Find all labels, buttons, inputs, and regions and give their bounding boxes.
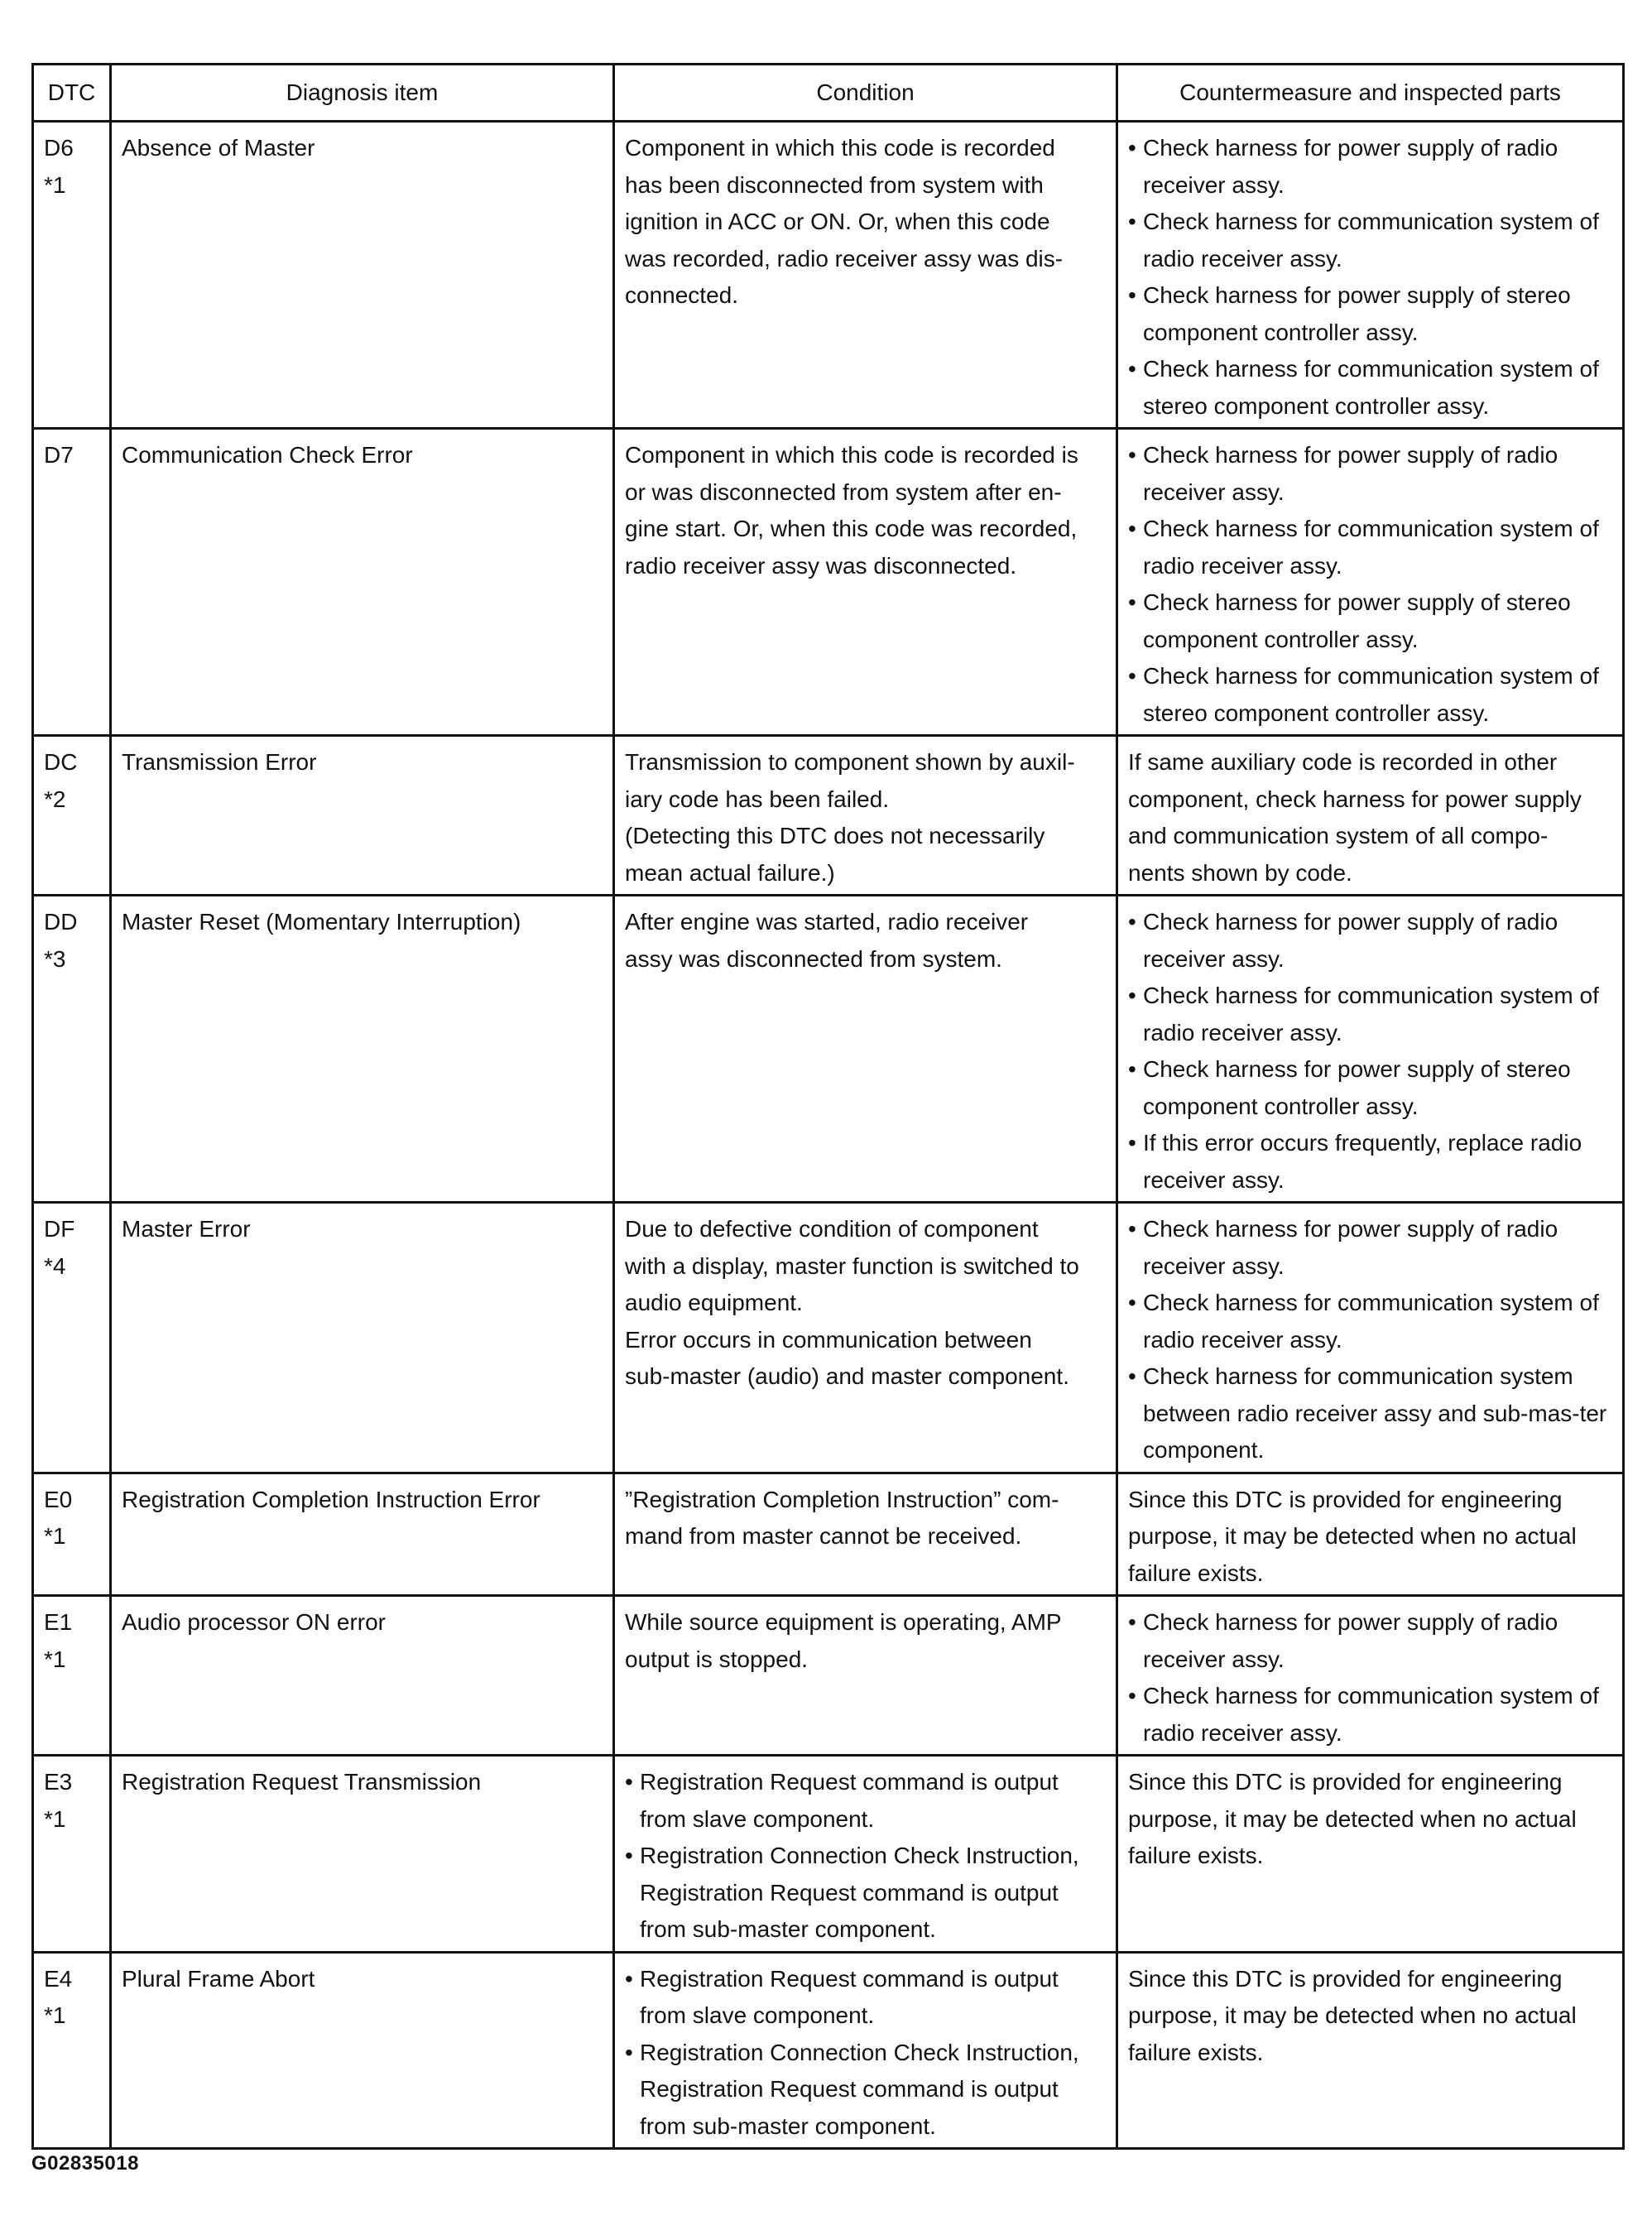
dtc-cell <box>33 1203 111 1473</box>
bullet-item: • Check harness for power supply of radio receiver assy. <box>1128 1211 1612 1285</box>
condition-line: iary code has been failed. <box>625 786 890 812</box>
dtc-code: D7 <box>44 442 74 468</box>
bullet-item: • Registration Request command is output from slave component. <box>625 1961 1106 2035</box>
condition-line: After engine was started, radio receiver <box>625 909 1029 935</box>
countermeasure-cell <box>1117 122 1624 429</box>
bullet-list <box>1128 130 1612 425</box>
countermeasure-cell <box>1117 1203 1624 1473</box>
dtc-note: *2 <box>44 786 66 812</box>
condition-cell <box>614 122 1117 429</box>
dtc-code: E4 <box>44 1965 73 1992</box>
diagnosis-item-cell: Audio processor ON error <box>111 1596 614 1756</box>
dtc-cell <box>33 1473 111 1596</box>
diagnosis-item-cell: Plural Frame Abort <box>111 1952 614 2149</box>
dtc-cell <box>33 1756 111 1953</box>
bullet-item: • Check harness for communication system of radio receiver assy. <box>1128 511 1612 584</box>
condition-line: connected. <box>625 282 738 308</box>
countermeasure-line: failure exists. <box>1128 1843 1264 1868</box>
bullet-list <box>625 1764 1106 1949</box>
condition-line: ”Registration Completion Instruction” com- <box>625 1486 1059 1512</box>
countermeasure-line: nents shown by code. <box>1128 859 1352 886</box>
countermeasure-line: Since this DTC is provided for engineering <box>1128 1486 1563 1512</box>
diagnosis-item-cell: Transmission Error <box>111 736 614 896</box>
dtc-code: DF <box>44 1216 75 1242</box>
dtc-code: E3 <box>44 1769 73 1795</box>
dtc-note: *1 <box>44 2002 66 2028</box>
bullet-list <box>1128 1211 1612 1469</box>
bullet-item: • Check harness for communication system of radio receiver assy. <box>1128 1285 1612 1358</box>
countermeasure-line: component, check harness for power supply <box>1128 786 1582 812</box>
countermeasure-cell <box>1117 1473 1624 1596</box>
countermeasure-line: failure exists. <box>1128 1560 1264 1586</box>
bullet-item: • Check harness for communication system of radio receiver assy. <box>1128 1678 1612 1752</box>
condition-line: with a display, master function is switched to <box>625 1252 1079 1279</box>
dtc-note: *4 <box>44 1252 66 1279</box>
condition-line: mean actual failure.) <box>625 859 835 886</box>
header-countermeasure: Countermeasure and inspected parts <box>1117 65 1624 122</box>
dtc-note: *1 <box>44 1646 66 1672</box>
condition-cell <box>614 1596 1117 1756</box>
dtc-code: E0 <box>44 1486 73 1512</box>
figure-id: G02835018 <box>31 2152 139 2175</box>
header-dtc: DTC <box>33 65 111 122</box>
table-row <box>33 429 1624 736</box>
bullet-item: • Check harness for communication system between radio receiver assy and sub-mas-ter component. <box>1128 1358 1612 1469</box>
countermeasure-cell <box>1117 1952 1624 2149</box>
condition-cell <box>614 1952 1117 2149</box>
countermeasure-cell <box>1117 1596 1624 1756</box>
bullet-item: • Check harness for power supply of radio receiver assy. <box>1128 904 1612 978</box>
bullet-item: • Check harness for power supply of stereo component controller assy. <box>1128 1051 1612 1125</box>
dtc-note: *1 <box>44 171 66 198</box>
condition-line: Transmission to component shown by auxil- <box>625 749 1075 775</box>
countermeasure-line: purpose, it may be detected when no actual <box>1128 1523 1577 1549</box>
countermeasure-cell <box>1117 736 1624 896</box>
dtc-code: E1 <box>44 1609 73 1635</box>
bullet-item: • Check harness for power supply of stereo component controller assy. <box>1128 277 1612 351</box>
dtc-sheet <box>31 63 1622 2150</box>
table-row <box>33 736 1624 896</box>
countermeasure-cell <box>1117 896 1624 1203</box>
table-row <box>33 896 1624 1203</box>
condition-line: ignition in ACC or ON. Or, when this code <box>625 209 1050 234</box>
dtc-table <box>31 63 1625 2150</box>
condition-line: Component in which this code is recorded <box>625 135 1055 161</box>
bullet-list <box>1128 1604 1612 1752</box>
diagnosis-item-cell: Communication Check Error <box>111 429 614 736</box>
bullet-list <box>625 1961 1106 2146</box>
countermeasure-cell <box>1117 1756 1624 1953</box>
condition-cell <box>614 896 1117 1203</box>
diagnosis-item-cell: Absence of Master <box>111 122 614 429</box>
condition-line: Error occurs in communication between <box>625 1326 1032 1353</box>
condition-line: Component in which this code is recorded is <box>625 442 1078 468</box>
dtc-note: *1 <box>44 1805 66 1832</box>
bullet-item: • Check harness for communication system of radio receiver assy. <box>1128 978 1612 1051</box>
countermeasure-line: Since this DTC is provided for engineering <box>1128 1769 1563 1795</box>
condition-cell <box>614 1203 1117 1473</box>
bullet-item: • Check harness for power supply of radio receiver assy. <box>1128 437 1612 511</box>
condition-cell <box>614 1756 1117 1953</box>
dtc-cell <box>33 1596 111 1756</box>
condition-line: While source equipment is operating, AMP <box>625 1609 1062 1635</box>
bullet-item: • Check harness for power supply of radio receiver assy. <box>1128 1604 1612 1678</box>
dtc-note: *3 <box>44 945 66 972</box>
dtc-note: *1 <box>44 1523 66 1549</box>
dtc-cell <box>33 736 111 896</box>
condition-line: or was disconnected from system after en- <box>625 478 1062 505</box>
bullet-item: • Registration Request command is output from slave component. <box>625 1764 1106 1838</box>
table-row <box>33 1596 1624 1756</box>
bullet-item: • Check harness for communication system of radio receiver assy. <box>1128 204 1612 277</box>
table-row <box>33 1952 1624 2149</box>
condition-line: Due to defective condition of component <box>625 1216 1039 1242</box>
bullet-item: • Check harness for communication system of stereo component controller assy. <box>1128 351 1612 425</box>
table-row <box>33 1756 1624 1953</box>
bullet-item: • Registration Connection Check Instruction, Registration Request command is output from sub-master component. <box>625 2035 1106 2146</box>
bullet-item: • If this error occurs frequently, replace radio receiver assy. <box>1128 1125 1612 1199</box>
bullet-item: • Check harness for power supply of stereo component controller assy. <box>1128 584 1612 658</box>
bullet-list <box>1128 437 1612 732</box>
diagnosis-item-cell: Master Error <box>111 1203 614 1473</box>
diagnosis-item-cell: Registration Request Transmission <box>111 1756 614 1953</box>
countermeasure-cell <box>1117 429 1624 736</box>
countermeasure-line: and communication system of all compo- <box>1128 823 1549 848</box>
condition-line: audio equipment. <box>625 1290 803 1315</box>
header-condition: Condition <box>614 65 1117 122</box>
bullet-item: • Check harness for communication system of stereo component controller assy. <box>1128 658 1612 732</box>
header-diagnosis-item: Diagnosis item <box>111 65 614 122</box>
diagnosis-item-cell: Master Reset (Momentary Interruption) <box>111 896 614 1203</box>
condition-line: was recorded, radio receiver assy was dis- <box>625 245 1064 272</box>
condition-line: has been disconnected from system with <box>625 171 1044 198</box>
condition-cell <box>614 1473 1117 1596</box>
countermeasure-line: purpose, it may be detected when no actual <box>1128 1805 1577 1832</box>
condition-line: (Detecting this DTC does not necessarily <box>625 823 1045 848</box>
condition-line: mand from master cannot be received. <box>625 1523 1022 1549</box>
bullet-item: • Registration Connection Check Instruction, Registration Request command is output from sub-master component. <box>625 1838 1106 1949</box>
condition-cell <box>614 429 1117 736</box>
header-row <box>33 65 1624 122</box>
table-row <box>33 1203 1624 1473</box>
table-row <box>33 122 1624 429</box>
condition-line: gine start. Or, when this code was recorded, <box>625 516 1078 541</box>
table-row <box>33 1473 1624 1596</box>
dtc-code: DD <box>44 909 78 935</box>
condition-line: radio receiver assy was disconnected. <box>625 552 1017 579</box>
dtc-cell <box>33 896 111 1203</box>
countermeasure-line: Since this DTC is provided for engineering <box>1128 1965 1563 1992</box>
dtc-table-body <box>33 122 1624 2149</box>
dtc-code: D6 <box>44 135 74 161</box>
dtc-cell <box>33 1952 111 2149</box>
countermeasure-line: If same auxiliary code is recorded in other <box>1128 749 1558 775</box>
bullet-list <box>1128 904 1612 1199</box>
condition-line: sub-master (audio) and master component. <box>625 1363 1069 1389</box>
condition-cell <box>614 736 1117 896</box>
condition-line: output is stopped. <box>625 1646 809 1672</box>
countermeasure-line: purpose, it may be detected when no actual <box>1128 2002 1577 2028</box>
dtc-code: DC <box>44 749 78 775</box>
condition-line: assy was disconnected from system. <box>625 945 1002 972</box>
diagnosis-item-cell: Registration Completion Instruction Error <box>111 1473 614 1596</box>
dtc-cell <box>33 122 111 429</box>
countermeasure-line: failure exists. <box>1128 2039 1264 2065</box>
dtc-cell <box>33 429 111 736</box>
bullet-item: • Check harness for power supply of radio receiver assy. <box>1128 130 1612 204</box>
